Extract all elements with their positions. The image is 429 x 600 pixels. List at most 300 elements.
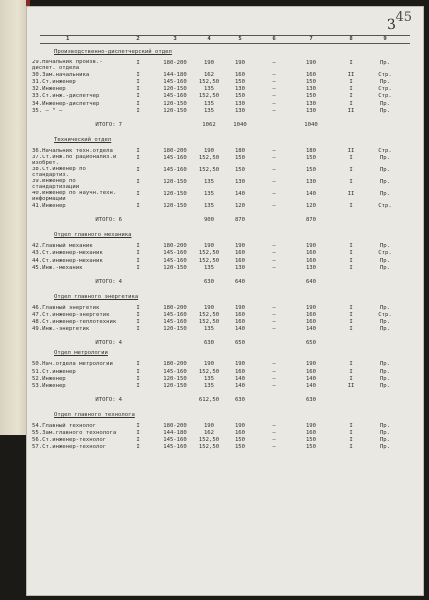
salary-range-cell: 145-160: [163, 437, 187, 444]
position-name: 42.Главный механик: [32, 243, 93, 250]
staff-count-cell: I: [136, 257, 140, 264]
salary-final-cell: 140: [305, 191, 317, 198]
table-row: [26, 179, 424, 191]
salary-mid-cell: 190: [203, 147, 215, 154]
table-row: [26, 191, 424, 203]
type-cell: Пр.: [379, 257, 391, 264]
salary-range-cell: 145-160: [163, 311, 187, 318]
type-cell: Стр.: [378, 250, 392, 257]
total-salary-set: 650: [234, 340, 246, 347]
table-row: [26, 93, 424, 100]
staff-count-cell: I: [136, 147, 140, 154]
salary-set-cell: 140: [234, 375, 246, 382]
salary-mid-cell: 152,50: [198, 257, 220, 264]
column-header-1: 1: [66, 36, 70, 42]
staff-count-cell: I: [136, 191, 140, 198]
department-section: [26, 49, 424, 129]
category-cell: I: [349, 361, 353, 368]
position-name: 36.Начальник техн.отдела: [32, 147, 113, 154]
table-row: [26, 250, 424, 257]
total-count: 4: [118, 278, 122, 285]
staff-count-cell: I: [136, 326, 140, 333]
salary-final-cell: 160: [305, 250, 317, 257]
category-cell: II: [347, 107, 355, 114]
type-cell: Пр.: [379, 304, 391, 311]
column-header-4: 4: [207, 36, 211, 42]
table-row: [26, 101, 424, 108]
salary-final-cell: 160: [305, 72, 317, 79]
staff-count-cell: I: [136, 72, 140, 79]
salary-final-cell: 130: [305, 86, 317, 93]
salary-mid-cell: 135: [203, 264, 215, 271]
table-row: [26, 258, 424, 265]
table-row: [26, 108, 424, 115]
column-header-5: 5: [238, 36, 242, 42]
position-name: 56.Ст.инженер-технолог: [32, 437, 107, 444]
bonus-cell: –: [272, 326, 276, 333]
total-count: 6: [118, 217, 122, 224]
salary-mid-cell: 135: [203, 86, 215, 93]
salary-mid-cell: 152,50: [198, 167, 220, 174]
salary-range-cell: 180-200: [163, 243, 187, 250]
position-name: 41.Инженер: [32, 203, 66, 210]
table-row: [26, 167, 424, 179]
table-row: [26, 72, 424, 79]
category-cell: II: [347, 191, 355, 198]
salary-mid-cell: 135: [203, 326, 215, 333]
staff-count-cell: I: [136, 382, 140, 389]
bonus-cell: –: [272, 437, 276, 444]
salary-mid-cell: 190: [203, 361, 215, 368]
salary-mid-cell: 152,50: [198, 437, 220, 444]
table-row: [26, 203, 424, 210]
category-cell: I: [349, 100, 353, 107]
salary-set-cell: 160: [234, 430, 246, 437]
salary-final-cell: 150: [305, 444, 317, 451]
position-name: 54.Главный технолог: [32, 423, 96, 429]
salary-final-cell: 160: [305, 430, 317, 437]
bonus-cell: –: [272, 72, 276, 79]
position-name: 46.Главный энергетик: [32, 304, 100, 311]
total-salary-mid: 1062: [202, 121, 216, 128]
salary-final-cell: 190: [305, 423, 317, 429]
salary-mid-cell: 135: [203, 375, 215, 382]
category-cell: I: [349, 93, 353, 100]
total-row: [26, 397, 424, 404]
salary-range-cell: 145-160: [163, 155, 187, 162]
column-header-8: 8: [349, 36, 353, 42]
type-cell: Пр.: [379, 423, 391, 429]
document-page: [26, 6, 424, 596]
staff-count-cell: I: [136, 203, 140, 210]
salary-mid-cell: 190: [203, 304, 215, 311]
category-cell: I: [349, 155, 353, 162]
salary-set-cell: 160: [234, 72, 246, 79]
category-cell: I: [349, 437, 353, 444]
staff-count-cell: I: [136, 444, 140, 451]
category-cell: I: [349, 79, 353, 86]
position-name: 38.Ст.инженер по стандартиз.: [32, 167, 86, 178]
salary-final-cell: 150: [305, 93, 317, 100]
type-cell: Стр.: [378, 93, 392, 100]
category-cell: I: [349, 304, 353, 311]
salary-range-cell: 145-160: [163, 319, 187, 326]
salary-set-cell: 160: [234, 319, 246, 326]
table-row: [26, 326, 424, 333]
staff-count-cell: I: [136, 437, 140, 444]
salary-set-cell: 130: [234, 264, 246, 271]
total-salary-set: 630: [234, 396, 246, 403]
total-label: [95, 279, 122, 286]
salary-range-cell: 144-180: [163, 430, 187, 437]
staff-count-cell: I: [136, 361, 140, 368]
section-title: Отдел главного технолога: [54, 411, 135, 418]
salary-mid-cell: 152,50: [198, 311, 220, 318]
position-name: 40.Инженер по научн.техн. информации: [32, 191, 117, 202]
bonus-cell: –: [272, 167, 276, 174]
salary-set-cell: 190: [234, 423, 246, 429]
staff-count-cell: I: [136, 264, 140, 271]
salary-final-cell: 130: [305, 100, 317, 107]
position-name: 57.Ст.инженер-технолог: [32, 444, 107, 451]
category-cell: I: [349, 203, 353, 210]
salary-final-cell: 130: [305, 264, 317, 271]
type-cell: Пр.: [379, 375, 391, 382]
category-cell: I: [349, 257, 353, 264]
bonus-cell: –: [272, 257, 276, 264]
table-row: [26, 319, 424, 326]
bonus-cell: –: [272, 60, 276, 67]
salary-set-cell: 160: [234, 368, 246, 375]
total-salary-final: 1040: [304, 121, 318, 128]
position-name: 39.Инженер по стандартизации: [32, 179, 80, 190]
salary-final-cell: 160: [305, 319, 317, 326]
staff-count-cell: I: [136, 368, 140, 375]
salary-set-cell: 160: [234, 250, 246, 257]
position-name: 52.Инженер: [32, 375, 66, 382]
salary-range-cell: 145-160: [163, 93, 187, 100]
salary-set-cell: 150: [234, 79, 246, 86]
staff-count-cell: I: [136, 250, 140, 257]
type-cell: Пр.: [379, 155, 391, 162]
type-cell: Пр.: [379, 107, 391, 114]
salary-final-cell: 150: [305, 155, 317, 162]
salary-mid-cell: 152,50: [198, 368, 220, 375]
salary-set-cell: 150: [234, 93, 246, 100]
total-salary-mid: 630: [203, 278, 215, 285]
type-cell: Пр.: [379, 264, 391, 271]
bonus-cell: –: [272, 368, 276, 375]
category-cell: I: [349, 250, 353, 257]
type-cell: Стр.: [378, 72, 392, 79]
total-label-text: ИТОГО:: [95, 217, 116, 224]
table-row: [26, 430, 424, 437]
position-name: 47.Ст.инженер-энергетик: [32, 311, 110, 318]
salary-set-cell: 150: [234, 444, 246, 451]
total-label: [95, 122, 122, 129]
table-row: [26, 423, 424, 430]
salary-range-cell: 145-160: [163, 444, 187, 451]
total-salary-mid: 612,50: [198, 396, 220, 403]
salary-final-cell: 190: [305, 60, 317, 67]
total-salary-set: 640: [234, 278, 246, 285]
type-cell: Стр.: [378, 203, 392, 210]
total-label-text: ИТОГО:: [95, 121, 116, 128]
salary-final-cell: 140: [305, 375, 317, 382]
salary-range-cell: 120-150: [163, 375, 187, 382]
salary-set-cell: 130: [234, 179, 246, 186]
table-row: [26, 376, 424, 383]
salary-range-cell: 120-150: [163, 203, 187, 210]
column-header-2: 2: [136, 36, 140, 42]
position-name: 37.Ст.инж.по рационализ.и изобрет.: [32, 155, 117, 166]
salary-range-cell: 180-200: [163, 423, 187, 429]
column-header-3: 3: [173, 36, 177, 42]
staff-count-cell: I: [136, 100, 140, 107]
category-cell: I: [349, 179, 353, 186]
salary-set-cell: 140: [234, 382, 246, 389]
type-cell: Пр.: [379, 179, 391, 186]
salary-set-cell: 140: [234, 191, 246, 198]
salary-range-cell: 120-150: [163, 86, 187, 93]
column-header-row: [26, 36, 424, 43]
type-cell: Пр.: [379, 382, 391, 389]
type-cell: Пр.: [379, 60, 391, 67]
salary-mid-cell: 135: [203, 100, 215, 107]
position-name: 30.Зам.начальника: [32, 72, 90, 79]
bonus-cell: –: [272, 93, 276, 100]
salary-mid-cell: 152,50: [198, 444, 220, 451]
department-section: [26, 294, 424, 348]
salary-set-cell: 130: [234, 86, 246, 93]
type-cell: Пр.: [379, 430, 391, 437]
bonus-cell: –: [272, 79, 276, 86]
department-sections: [26, 49, 424, 451]
total-row: [26, 122, 424, 129]
type-cell: Пр.: [379, 361, 391, 368]
position-name: 49.Инж.-энергетик: [32, 326, 90, 333]
page-number: 3: [386, 16, 397, 34]
type-cell: Стр.: [378, 311, 392, 318]
type-cell: Пр.: [379, 243, 391, 250]
type-cell: Пр.: [379, 167, 391, 174]
section-gap: [26, 210, 424, 214]
type-cell: Пр.: [379, 100, 391, 107]
category-cell: I: [349, 311, 353, 318]
staff-count-cell: I: [136, 319, 140, 326]
salary-set-cell: 150: [234, 155, 246, 162]
category-cell: I: [349, 86, 353, 93]
type-cell: Стр.: [378, 147, 392, 154]
bonus-cell: –: [272, 155, 276, 162]
total-salary-set: 1040: [233, 121, 247, 128]
table-row: [26, 361, 424, 368]
category-cell: I: [349, 319, 353, 326]
salary-set-cell: 190: [234, 304, 246, 311]
position-name: 51.Ст.инженер: [32, 368, 76, 375]
salary-mid-cell: 135: [203, 191, 215, 198]
salary-mid-cell: 152,50: [198, 250, 220, 257]
bonus-cell: –: [272, 430, 276, 437]
salary-mid-cell: 135: [203, 179, 215, 186]
type-cell: Пр.: [379, 326, 391, 333]
bonus-cell: –: [272, 203, 276, 210]
salary-set-cell: 180: [234, 147, 246, 154]
salary-set-cell: 160: [234, 311, 246, 318]
bonus-cell: –: [272, 179, 276, 186]
total-label-text: ИТОГО:: [95, 340, 116, 347]
salary-mid-cell: 190: [203, 423, 215, 429]
staff-count-cell: I: [136, 107, 140, 114]
staff-count-cell: I: [136, 311, 140, 318]
position-name: 55.Зам.главного технолога: [32, 430, 117, 437]
salary-range-cell: 120-150: [163, 382, 187, 389]
type-cell: Пр.: [379, 368, 391, 375]
staff-count-cell: I: [136, 243, 140, 250]
total-salary-set: 870: [234, 217, 246, 224]
salary-final-cell: 160: [305, 311, 317, 318]
salary-set-cell: 190: [234, 243, 246, 250]
staff-count-cell: I: [136, 167, 140, 174]
bonus-cell: –: [272, 423, 276, 429]
salary-final-cell: 160: [305, 257, 317, 264]
staff-count-cell: I: [136, 430, 140, 437]
bonus-cell: –: [272, 264, 276, 271]
bonus-cell: –: [272, 375, 276, 382]
total-label: [95, 340, 122, 347]
section-gap: [26, 390, 424, 394]
salary-range-cell: 145-160: [163, 257, 187, 264]
position-name: 33.Ст.инж.-диспетчер: [32, 93, 100, 100]
salary-final-cell: 130: [305, 107, 317, 114]
salary-mid-cell: 162: [203, 72, 215, 79]
section-title: Технический отдел: [54, 136, 112, 143]
salary-range-cell: 120-150: [163, 107, 187, 114]
salary-final-cell: 150: [305, 79, 317, 86]
sheet-number: 45: [395, 10, 412, 25]
header-bottom-rule: [40, 43, 410, 44]
total-salary-final: 630: [305, 396, 317, 403]
total-salary-final: 640: [305, 278, 317, 285]
salary-range-cell: 120-150: [163, 264, 187, 271]
total-row: [26, 217, 424, 224]
bonus-cell: –: [272, 243, 276, 250]
salary-mid-cell: 190: [203, 243, 215, 250]
total-row: [26, 279, 424, 286]
category-cell: I: [349, 167, 353, 174]
salary-range-cell: 120-150: [163, 179, 187, 186]
column-header-7: 7: [309, 36, 313, 42]
position-name: 34.Инженер-диспетчер: [32, 100, 100, 107]
category-cell: I: [349, 375, 353, 382]
category-cell: I: [349, 326, 353, 333]
department-section: [26, 412, 424, 451]
section-gap: [26, 115, 424, 119]
salary-mid-cell: 162: [203, 430, 215, 437]
total-label: [95, 397, 122, 404]
section-title: Отдел главного механика: [54, 232, 132, 239]
salary-set-cell: 160: [234, 257, 246, 264]
staff-count-cell: I: [136, 375, 140, 382]
table-row: [26, 444, 424, 451]
table-row: [26, 265, 424, 272]
column-header-6: 6: [272, 36, 276, 42]
category-cell: I: [349, 243, 353, 250]
staff-count-cell: I: [136, 86, 140, 93]
total-row: [26, 340, 424, 347]
table-row: [26, 148, 424, 155]
salary-final-cell: 180: [305, 147, 317, 154]
salary-set-cell: 120: [234, 203, 246, 210]
department-section: [26, 137, 424, 224]
position-name: 45.Инж.-механик: [32, 264, 83, 271]
category-cell: II: [347, 382, 355, 389]
salary-range-cell: 120-150: [163, 100, 187, 107]
bonus-cell: –: [272, 361, 276, 368]
salary-set-cell: 140: [234, 326, 246, 333]
bonus-cell: –: [272, 311, 276, 318]
bonus-cell: –: [272, 100, 276, 107]
category-cell: I: [349, 368, 353, 375]
staff-count-cell: I: [136, 93, 140, 100]
category-cell: I: [349, 444, 353, 451]
table-row: [26, 305, 424, 312]
salary-range-cell: 180-200: [163, 60, 187, 67]
total-label-text: ИТОГО:: [95, 396, 116, 403]
salary-mid-cell: 135: [203, 382, 215, 389]
salary-final-cell: 160: [305, 368, 317, 375]
category-cell: I: [349, 423, 353, 429]
section-gap: [26, 333, 424, 337]
total-count: 4: [118, 396, 122, 403]
staff-count-cell: I: [136, 423, 140, 429]
salary-range-cell: 120-150: [163, 191, 187, 198]
bonus-cell: –: [272, 304, 276, 311]
salary-set-cell: 150: [234, 437, 246, 444]
staff-count-cell: I: [136, 179, 140, 186]
table-row: [26, 312, 424, 319]
salary-mid-cell: 152,50: [198, 93, 220, 100]
type-cell: Пр.: [379, 191, 391, 198]
category-cell: I: [349, 264, 353, 271]
salary-set-cell: 190: [234, 361, 246, 368]
position-name: 50.Нач.отдела метрологии: [32, 361, 113, 368]
salary-final-cell: 190: [305, 243, 317, 250]
salary-final-cell: 130: [305, 179, 317, 186]
bonus-cell: –: [272, 147, 276, 154]
salary-range-cell: 180-200: [163, 304, 187, 311]
position-name: 53.Инженер: [32, 382, 66, 389]
position-name: 48.Ст.инженер-теплотехник: [32, 319, 117, 326]
salary-range-cell: 120-150: [163, 326, 187, 333]
staff-count-cell: I: [136, 79, 140, 86]
salary-final-cell: 190: [305, 361, 317, 368]
type-cell: Стр.: [378, 86, 392, 93]
salary-mid-cell: 190: [203, 60, 215, 67]
total-salary-final: 870: [305, 217, 317, 224]
position-name: 32.Инженер: [32, 86, 66, 93]
salary-set-cell: 130: [234, 100, 246, 107]
salary-range-cell: 180-200: [163, 147, 187, 154]
bonus-cell: –: [272, 86, 276, 93]
table-row: [26, 369, 424, 376]
section-title: Отдел главного энергетика: [54, 293, 139, 300]
salary-final-cell: 190: [305, 304, 317, 311]
staff-table: [26, 35, 424, 451]
salary-final-cell: 140: [305, 382, 317, 389]
table-row: [26, 79, 424, 86]
salary-mid-cell: 152,50: [198, 155, 220, 162]
